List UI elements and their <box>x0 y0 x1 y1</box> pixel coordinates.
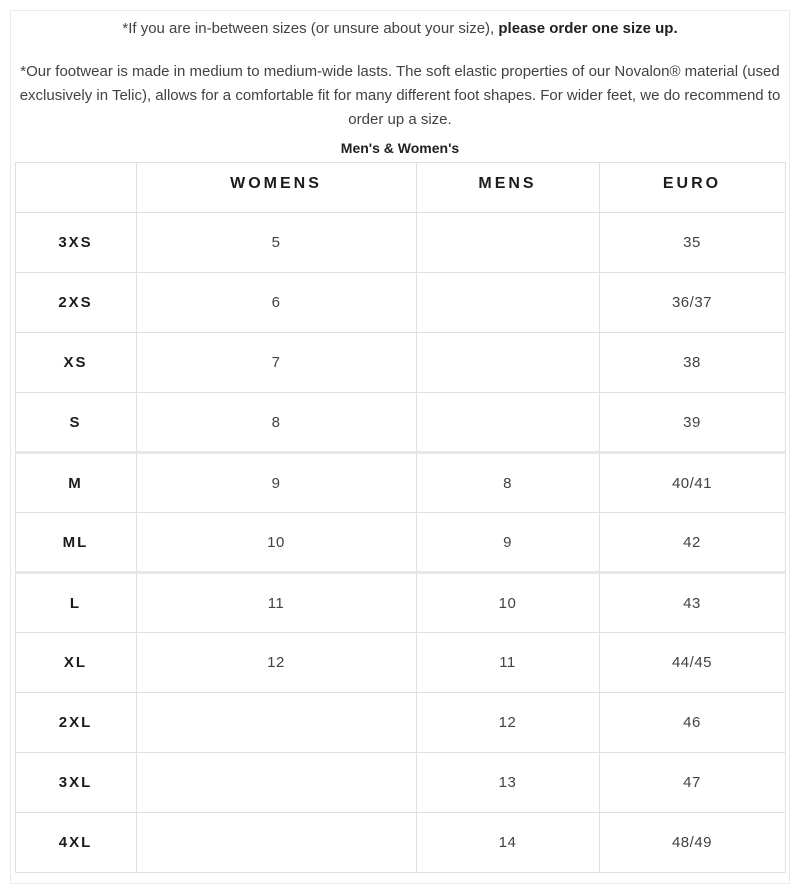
size-label: 2XL <box>15 693 136 753</box>
size-label: S <box>15 393 136 453</box>
euro-value: 48/49 <box>599 813 785 873</box>
size-label: M <box>15 453 136 513</box>
womens-value: 9 <box>136 453 416 513</box>
table-row <box>15 273 785 333</box>
size-label: ML <box>15 513 136 573</box>
mens-value <box>416 333 599 393</box>
womens-value <box>136 753 416 813</box>
size-label: XS <box>15 333 136 393</box>
mens-value <box>416 393 599 453</box>
mens-value: 12 <box>416 693 599 753</box>
womens-value: 8 <box>136 393 416 453</box>
euro-value: 38 <box>599 333 785 393</box>
size-label: XL <box>15 633 136 693</box>
header-euro: EURO <box>599 163 785 213</box>
euro-value: 43 <box>599 573 785 633</box>
table-row <box>15 633 785 693</box>
euro-value: 35 <box>599 213 785 273</box>
header-size <box>15 163 136 213</box>
euro-value: 39 <box>599 393 785 453</box>
mens-value <box>416 213 599 273</box>
size-table <box>15 162 786 873</box>
header-mens: MENS <box>416 163 599 213</box>
note-size-up-regular: *If you are in-between sizes (or unsure about your size), <box>122 20 495 37</box>
euro-value: 40/41 <box>599 453 785 513</box>
mens-value: 11 <box>416 633 599 693</box>
mens-value: 14 <box>416 813 599 873</box>
size-label: 4XL <box>15 813 136 873</box>
page-container <box>10 10 790 884</box>
note-footwear: *Our footwear is made in medium to medium-wide lasts. The soft elastic properties of our Novalon® material (used exclusively in Telic), allows for a comfortable fit for many different foot shapes. For wider feet, we do recommend to order up a size. <box>19 63 781 128</box>
table-title: Men's & Women's <box>340 140 460 156</box>
womens-value: 12 <box>136 633 416 693</box>
mens-value: 9 <box>416 513 599 573</box>
mens-value: 10 <box>416 573 599 633</box>
mens-value: 13 <box>416 753 599 813</box>
euro-value: 47 <box>599 753 785 813</box>
euro-value: 42 <box>599 513 785 573</box>
womens-value <box>136 813 416 873</box>
euro-value: 46 <box>599 693 785 753</box>
mens-value: 8 <box>416 453 599 513</box>
header-womens: WOMENS <box>136 163 416 213</box>
womens-value: 5 <box>136 213 416 273</box>
size-table-body <box>15 213 785 873</box>
womens-value <box>136 693 416 753</box>
euro-value: 36/37 <box>599 273 785 333</box>
table-row <box>15 573 785 633</box>
table-row <box>15 453 785 513</box>
table-row <box>15 333 785 393</box>
note-size-up <box>11 17 789 41</box>
note-size-up-bold: please order one size up. <box>498 20 678 37</box>
table-row <box>15 213 785 273</box>
size-label: 2XS <box>15 273 136 333</box>
table-row <box>15 693 785 753</box>
size-label: 3XS <box>15 213 136 273</box>
womens-value: 11 <box>136 573 416 633</box>
table-row <box>15 753 785 813</box>
euro-value: 44/45 <box>599 633 785 693</box>
mens-value <box>416 273 599 333</box>
womens-value: 6 <box>136 273 416 333</box>
womens-value: 7 <box>136 333 416 393</box>
table-row <box>15 393 785 453</box>
table-header-row <box>15 163 785 213</box>
size-label: L <box>15 573 136 633</box>
table-row <box>15 513 785 573</box>
table-row <box>15 813 785 873</box>
womens-value: 10 <box>136 513 416 573</box>
size-label: 3XL <box>15 753 136 813</box>
